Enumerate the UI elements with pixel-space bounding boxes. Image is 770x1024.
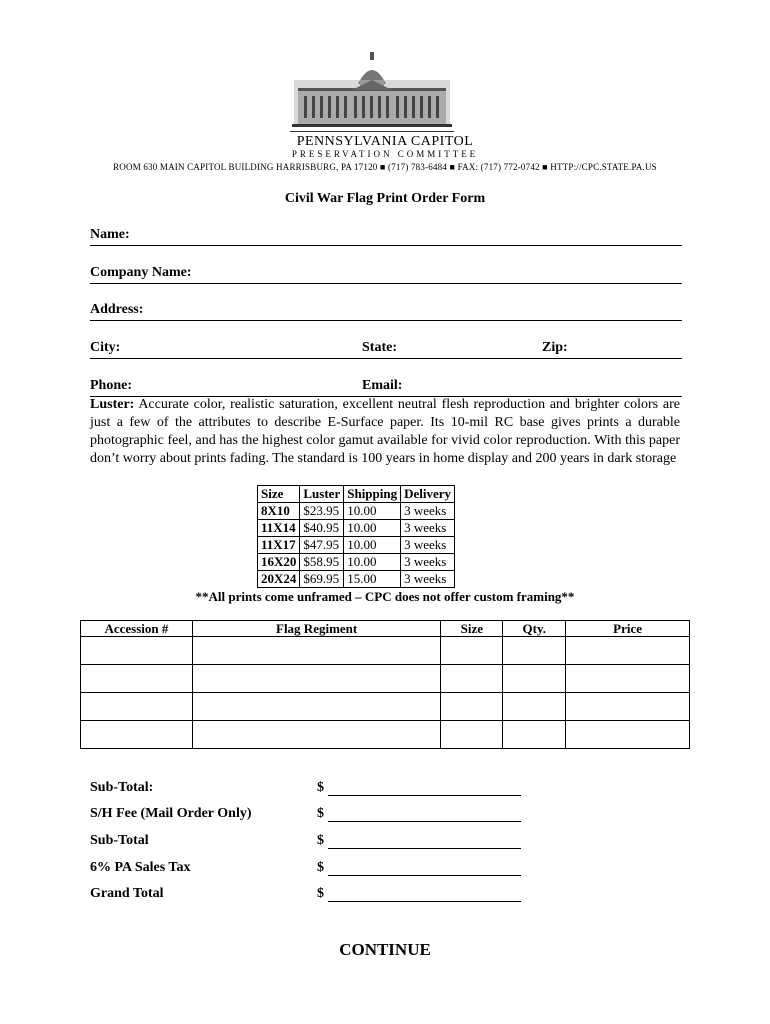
subtotal-currency: $	[317, 780, 324, 795]
price-delivery: 3 weeks	[401, 554, 455, 571]
price-shipping: 10.00	[344, 537, 401, 554]
accession-cell[interactable]	[81, 721, 193, 749]
order-row	[81, 637, 690, 665]
price-header-size: Size	[258, 486, 300, 503]
regiment-cell[interactable]	[192, 665, 441, 693]
size-cell[interactable]	[441, 693, 503, 721]
company-field[interactable]	[90, 265, 682, 284]
price-row	[258, 503, 455, 520]
org-subname: PRESERVATION COMMITTEE	[291, 149, 479, 159]
address-field[interactable]	[90, 302, 682, 321]
accession-cell[interactable]	[81, 665, 193, 693]
size-cell[interactable]	[441, 665, 503, 693]
header-divider	[290, 131, 454, 132]
order-row	[81, 665, 690, 693]
price-table-header	[258, 486, 455, 503]
qty-cell[interactable]	[503, 665, 566, 693]
order-row	[81, 721, 690, 749]
order-row	[81, 693, 690, 721]
sales-tax-label: 6% PA Sales Tax	[90, 860, 191, 875]
sales-tax-currency: $	[317, 860, 324, 875]
luster-label: Luster:	[90, 397, 135, 412]
address-label: Address:	[90, 302, 144, 317]
subtotal2-label: Sub-Total	[90, 833, 149, 848]
city-label: City:	[90, 340, 121, 355]
accession-cell[interactable]	[81, 693, 193, 721]
state-label: State:	[362, 340, 397, 355]
price-header-luster: Luster	[300, 486, 344, 503]
regiment-cell[interactable]	[192, 721, 441, 749]
order-table	[80, 620, 690, 749]
qty-cell[interactable]	[503, 693, 566, 721]
sh-fee-label: S/H Fee (Mail Order Only)	[90, 806, 252, 821]
price-header-delivery: Delivery	[401, 486, 455, 503]
luster-text: Accurate color, realistic saturation, excellent neutral flesh reproduction and brighter colors are just a few of the attributes to describe E-Surface paper. Its 10-mil RC base gives prints a durable photographic feel, and has the highest color gamut available for vivid color reproduction. With this paper don’t worry about prints fading. The standard is 100 years in home display and 200 years in dark storage	[90, 397, 680, 466]
price-delivery: 3 weeks	[401, 537, 455, 554]
price-header-shipping: Shipping	[344, 486, 401, 503]
city-state-zip-field[interactable]	[90, 340, 682, 359]
order-header-accession: Accession #	[81, 621, 193, 637]
regiment-cell[interactable]	[192, 693, 441, 721]
size-cell[interactable]	[441, 721, 503, 749]
name-field[interactable]	[90, 227, 682, 246]
phone-label: Phone:	[90, 378, 132, 393]
subtotal2-currency: $	[317, 833, 324, 848]
price-row	[258, 571, 455, 588]
price-luster: $40.95	[300, 520, 344, 537]
sh-fee-field[interactable]	[328, 821, 521, 822]
price-shipping: 15.00	[344, 571, 401, 588]
regiment-cell[interactable]	[192, 637, 441, 665]
form-title: Civil War Flag Print Order Form	[284, 191, 486, 206]
grand-total-field[interactable]	[328, 901, 521, 902]
price-luster: $47.95	[300, 537, 344, 554]
price-row	[258, 520, 455, 537]
email-label: Email:	[362, 378, 403, 393]
price-shipping: 10.00	[344, 520, 401, 537]
price-row	[258, 537, 455, 554]
order-header-regiment: Flag Regiment	[192, 621, 441, 637]
price-luster: $58.95	[300, 554, 344, 571]
order-header-qty: Qty.	[503, 621, 566, 637]
price-size: 20X24	[258, 571, 300, 588]
price-size: 8X10	[258, 503, 300, 520]
sh-fee-currency: $	[317, 806, 324, 821]
price-cell[interactable]	[566, 693, 690, 721]
price-luster: $69.95	[300, 571, 344, 588]
sales-tax-field[interactable]	[328, 875, 521, 876]
accession-cell[interactable]	[81, 637, 193, 665]
price-table	[257, 485, 455, 588]
size-cell[interactable]	[441, 637, 503, 665]
price-luster: $23.95	[300, 503, 344, 520]
subtotal2-field[interactable]	[328, 848, 521, 849]
order-table-header	[81, 621, 690, 637]
org-name: PENNSYLVANIA CAPITOL	[296, 134, 474, 149]
phone-email-field[interactable]	[90, 378, 682, 397]
unframed-note: **All prints come unframed – CPC does not offer custom framing**	[195, 589, 575, 604]
price-delivery: 3 weeks	[401, 571, 455, 588]
order-header-price: Price	[566, 621, 690, 637]
price-size: 11X14	[258, 520, 300, 537]
qty-cell[interactable]	[503, 721, 566, 749]
company-label: Company Name:	[90, 265, 192, 280]
order-header-size: Size	[441, 621, 503, 637]
grand-total-currency: $	[317, 886, 324, 901]
org-address: ROOM 630 MAIN CAPITOL BUILDING HARRISBURG, PA 17120 ■ (717) 783-6484 ■ FAX: (717) 772-0742 ■ HTTP://CPC.STATE.PA.US	[113, 162, 657, 172]
grand-total-label: Grand Total	[90, 886, 164, 901]
subtotal-field[interactable]	[328, 795, 521, 796]
price-cell[interactable]	[566, 637, 690, 665]
price-size: 16X20	[258, 554, 300, 571]
subtotal-label: Sub-Total:	[90, 780, 154, 795]
price-delivery: 3 weeks	[401, 503, 455, 520]
continue-button[interactable]: CONTINUE	[339, 940, 431, 959]
zip-label: Zip:	[542, 340, 568, 355]
price-shipping: 10.00	[344, 554, 401, 571]
luster-description	[90, 396, 680, 468]
price-shipping: 10.00	[344, 503, 401, 520]
price-size: 11X17	[258, 537, 300, 554]
name-label: Name:	[90, 227, 130, 242]
price-row	[258, 554, 455, 571]
price-delivery: 3 weeks	[401, 520, 455, 537]
price-cell[interactable]	[566, 665, 690, 693]
capitol-building-icon	[288, 50, 456, 132]
price-cell[interactable]	[566, 721, 690, 749]
qty-cell[interactable]	[503, 637, 566, 665]
